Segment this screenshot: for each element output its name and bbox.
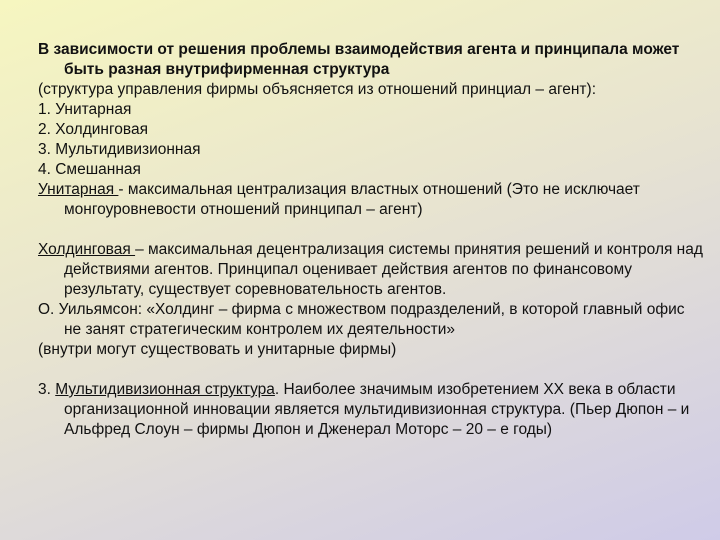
holding-paragraph (38, 240, 703, 300)
multidivisional-prefix: 3. (38, 381, 56, 398)
unitary-paragraph (38, 180, 703, 220)
heading-note: (структура управления фирмы объясняется из отношений принциал – агент): (38, 81, 596, 98)
multidivisional-term: Мультидивизионная структура (55, 381, 275, 398)
holding-note: (внутри могут существовать и унитарные фирмы) (38, 341, 397, 358)
list-item: 1. Унитарная (38, 101, 132, 118)
slide-body (38, 40, 703, 440)
list-item: 4. Смешанная (38, 161, 141, 178)
unitary-term: Унитарная (38, 181, 119, 198)
list-item: 3. Мультидивизионная (38, 141, 201, 158)
multidivisional-paragraph (38, 380, 703, 440)
unitary-text: - максимальная централизация властных отношений (Это не исключает монгоуровневости отношений принципал – агент) (64, 181, 640, 218)
multidivisional-text: . Наиболее значимым изобретением ХХ века в области организационной инновации является мультидивизионная структура. (Пьер Дюпон – и Альфред Слоун – фирмы Дюпон и Дженерал Моторс – 20 – е годы) (64, 381, 690, 438)
williamson-quote: О. Уильямсон: «Холдинг – фирма с множеством подразделений, в которой главный офис не занят стратегическим контролем их деятельности» (38, 301, 685, 338)
holding-term: Холдинговая (38, 241, 136, 258)
slide-heading: В зависимости от решения проблемы взаимодействия агента и принципала может быть разная внутрифирменная структура (38, 41, 680, 78)
holding-text: – максимальная децентрализация системы принятия решений и контроля над действиями агентов. Принципал оценивает действия агентов по финансовому результату, существует соревновательность агентов. (64, 241, 703, 298)
list-item: 2. Холдинговая (38, 121, 148, 138)
